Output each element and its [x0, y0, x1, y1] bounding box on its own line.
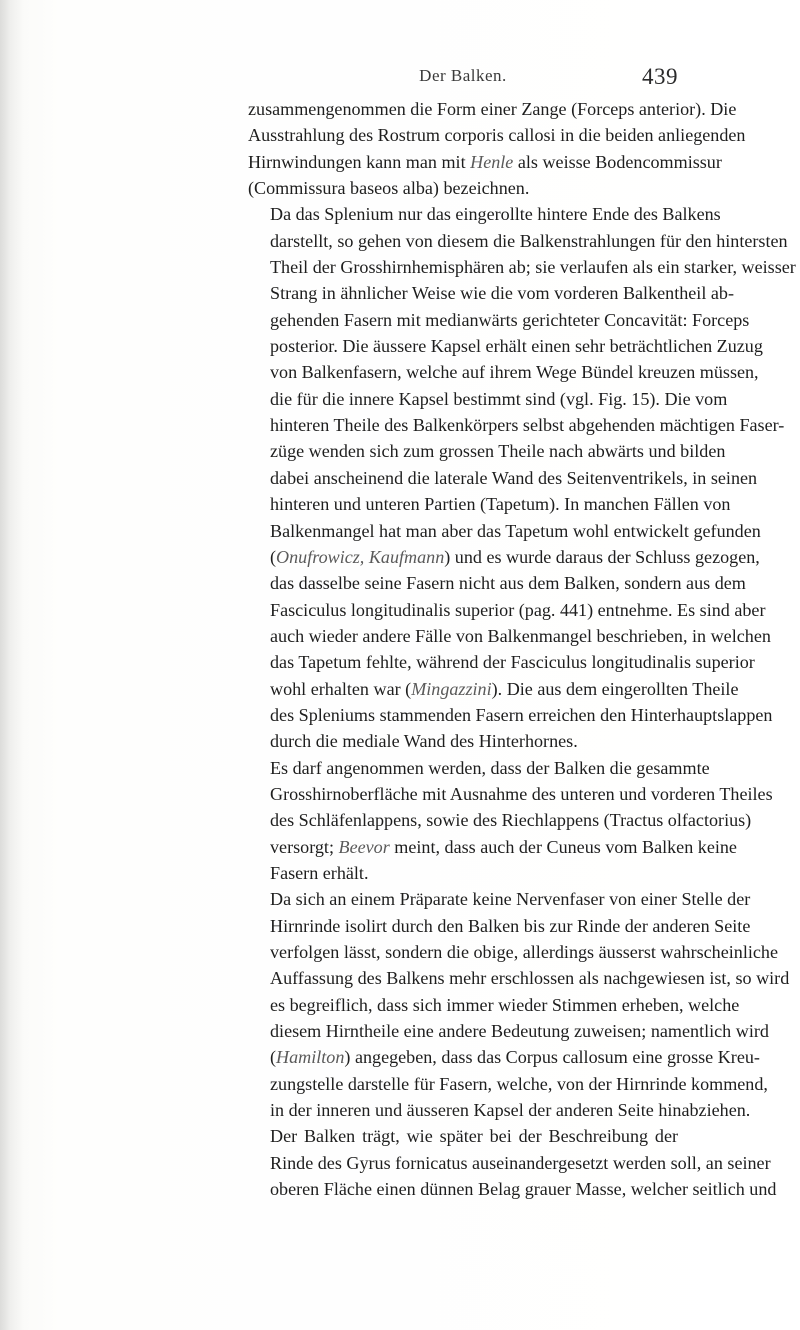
text-run: die für die innere Kapsel bestimmt sind (vgl. Fig. 15). Die vom	[270, 388, 728, 409]
text-run: posterior. Die äussere Kapsel erhält einen sehr beträchtlichen Zuzug	[270, 336, 763, 357]
paragraph	[248, 201, 796, 754]
text-line	[248, 807, 752, 833]
text-run: Der Balken trägt, wie später bei der Beschreibung der	[270, 1126, 678, 1147]
text-line	[248, 307, 750, 333]
text-run: meint, dass auch der Cuneus vom Balken keine	[389, 836, 737, 857]
text-run: wohl erhalten war (	[270, 678, 412, 699]
author-name: Beevor	[338, 836, 390, 857]
text-run: versorgt;	[270, 836, 339, 857]
paragraph	[248, 886, 790, 1123]
text-line	[248, 570, 746, 596]
text-run: diesem Hirntheile eine andere Bedeutung zuweisen; namentlich wird	[270, 1021, 769, 1042]
text-run: des Spleniums stammenden Fasern erreichen den Hinterhauptslappen	[270, 704, 773, 725]
text-line	[248, 728, 678, 754]
text-run: Hirnrinde isolirt durch den Balken bis zur Rinde der anderen Seite	[270, 915, 751, 936]
text-run: ). Die aus dem eingerollten Theile	[491, 678, 739, 699]
text-run: ) und es wurde daraus der Schluss gezogen,	[444, 546, 760, 567]
text-line	[248, 175, 678, 201]
text-line	[248, 491, 731, 517]
page-header	[248, 58, 678, 94]
author-name: Hamilton	[276, 1047, 345, 1068]
text-line	[248, 755, 710, 781]
text-line	[248, 623, 771, 649]
author-name: Mingazzini	[411, 678, 492, 699]
text-run: Rinde des Gyrus fornicatus auseinandergesetzt werden soll, an seiner	[270, 1152, 771, 1173]
text-line	[248, 228, 788, 254]
author-name: Henle	[470, 151, 514, 172]
text-line	[248, 201, 721, 227]
text-line	[248, 149, 722, 175]
text-line	[248, 1176, 777, 1202]
text-line	[248, 676, 739, 702]
text-run: in der inneren und äusseren Kapsel der anderen Seite hinabziehen.	[270, 1100, 751, 1121]
text-run: dabei anscheinend die laterale Wand des Seitenventrikels, in seinen	[270, 467, 758, 488]
text-run: das Tapetum fehlte, während der Fasciculus longitudinalis superior	[270, 652, 755, 673]
text-run: Balkenmangel hat man aber das Tapetum wohl entwickelt gefunden	[270, 520, 761, 541]
text-run: Strang in ähnlicher Weise wie die vom vorderen Balkentheil ab-	[270, 283, 734, 304]
text-run: ) angegeben, dass das Corpus callosum eine grosse Kreu-	[344, 1047, 760, 1068]
text-run: es begreiflich, dass sich immer wieder Stimmen erheben, welche	[270, 994, 740, 1015]
text-run: als weisse Bodencommissur	[513, 151, 722, 172]
text-run: Hirnwindungen kann man mit	[248, 151, 471, 172]
page-number: 439	[642, 64, 678, 89]
text-run: (	[270, 1047, 277, 1068]
text-line	[248, 649, 755, 675]
text-line	[248, 781, 773, 807]
running-title: Der Balken.	[419, 66, 507, 85]
text-line	[248, 913, 751, 939]
text-line	[248, 886, 751, 912]
text-run: auch wieder andere Fälle von Balkenmangel beschrieben, in welchen	[270, 625, 771, 646]
text-line	[248, 386, 728, 412]
text-run: (	[270, 546, 277, 567]
text-line	[248, 1044, 760, 1070]
paragraph	[248, 1123, 777, 1202]
text-line	[248, 254, 796, 280]
text-run: hinteren und unteren Partien (Tapetum). In manchen Fällen von	[270, 494, 731, 515]
text-run: gehenden Fasern mit medianwärts gerichteter Concavität: Forceps	[270, 309, 750, 330]
text-run: (Commissura baseos alba) bezeichnen.	[248, 178, 530, 199]
text-line	[248, 965, 790, 991]
text-run: zungstelle darstelle für Fasern, welche, von der Hirnrinde kommend,	[270, 1073, 768, 1094]
text-line	[248, 1071, 768, 1097]
text-line	[248, 465, 758, 491]
text-line	[248, 992, 740, 1018]
text-run: verfolgen lässt, sondern die obige, allerdings äusserst wahrscheinliche	[270, 942, 778, 962]
text-run: hinteren Theile des Balkenkörpers selbst abgehenden mächtigen Faser-	[270, 415, 785, 436]
text-line	[248, 96, 737, 122]
text-line	[248, 412, 785, 438]
text-line	[248, 438, 726, 464]
text-line	[248, 834, 737, 860]
text-run: oberen Fläche einen dünnen Belag grauer Masse, welcher seitlich und	[270, 1179, 777, 1200]
text-run: Theil der Grosshirnhemisphären ab; sie verlaufen als ein starker, weisser	[270, 257, 796, 278]
text-line	[248, 544, 760, 570]
text-line	[248, 518, 761, 544]
text-run: das dasselbe seine Fasern nicht aus dem Balken, sondern aus dem	[270, 573, 746, 594]
text-line	[248, 280, 734, 306]
text-run: züge wenden sich zum grossen Theile nach abwärts und bilden	[270, 441, 726, 462]
body-text	[248, 96, 796, 1202]
paragraph	[248, 755, 773, 887]
text-line	[248, 1150, 771, 1176]
text-run: Fasern erhält.	[270, 862, 369, 883]
text-run: Grosshirnoberfläche mit Ausnahme des unteren und vorderen Theiles	[270, 783, 773, 804]
text-line	[248, 359, 759, 385]
text-run: des Schläfenlappens, sowie des Riechlappens (Tractus olfactorius)	[270, 810, 752, 831]
text-run: Es darf angenommen werden, dass der Balken die gesammte	[270, 757, 710, 778]
text-line	[248, 860, 678, 886]
text-line	[248, 702, 773, 728]
text-run: durch die mediale Wand des Hinterhornes.	[270, 731, 578, 752]
text-run: Da das Splenium nur das eingerollte hintere Ende des Balkens	[270, 204, 721, 225]
paragraph	[248, 96, 746, 201]
text-run: von Balkenfasern, welche auf ihrem Wege Bündel kreuzen müssen,	[270, 362, 759, 383]
text-line	[248, 333, 763, 359]
text-run: darstellt, so gehen von diesem die Balkenstrahlungen für den hintersten	[270, 230, 788, 251]
text-run: Auffassung des Balkens mehr erschlossen als nachgewiesen ist, so wird	[270, 968, 790, 989]
text-line	[248, 122, 746, 148]
text-run: zusammengenommen die Form einer Zange (Forceps anterior). Die	[248, 99, 737, 119]
text-run: Fasciculus longitudinalis superior (pag. 441) entnehme. Es sind aber	[270, 599, 766, 620]
text-line	[248, 939, 778, 965]
text-line	[248, 1097, 751, 1123]
text-line	[248, 1123, 678, 1149]
text-run: Ausstrahlung des Rostrum corporis callosi in die beiden anliegenden	[248, 125, 746, 146]
text-line	[248, 1018, 769, 1044]
author-name: Onufrowicz, Kaufmann	[276, 546, 445, 567]
text-run: Da sich an einem Präparate keine Nervenfaser von einer Stelle der	[270, 889, 751, 910]
text-line	[248, 597, 766, 623]
